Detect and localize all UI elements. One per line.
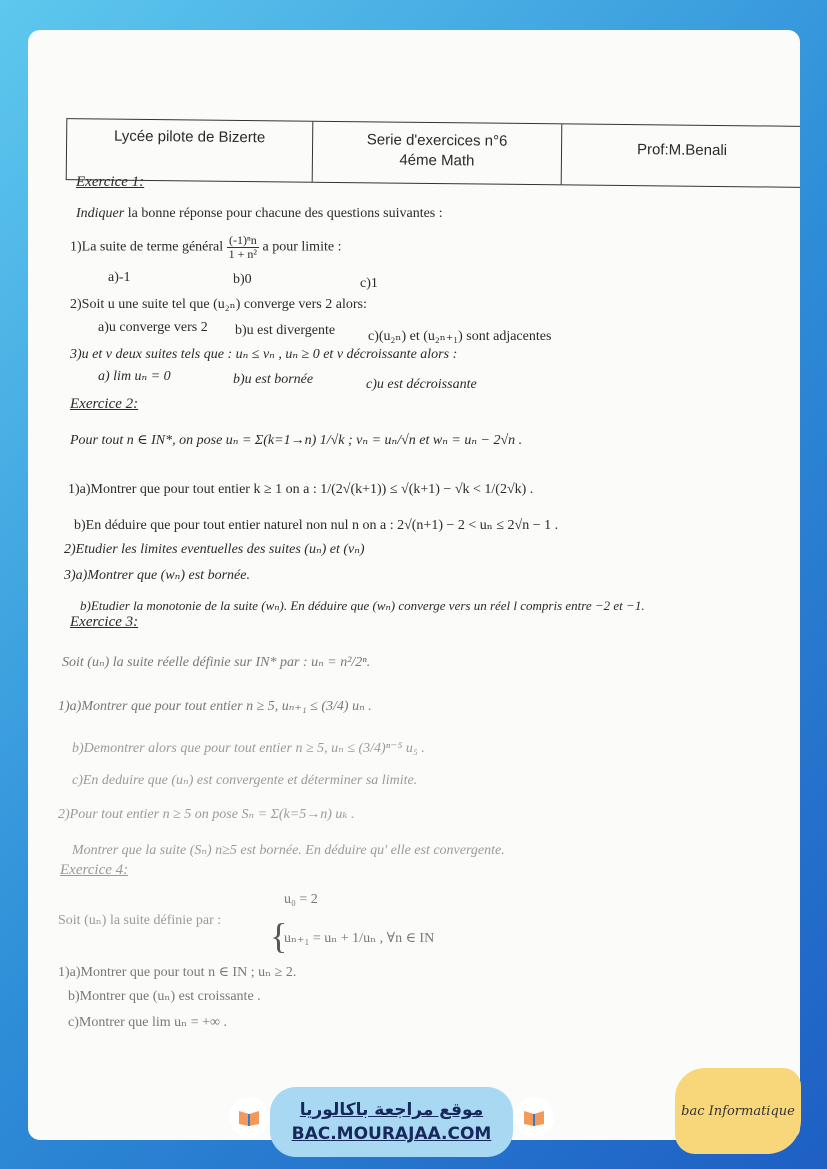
exercise-3-q2b: Montrer que la suite (Sₙ) n≥5 est bornée. En déduire qu' elle est convergente. — [72, 843, 505, 858]
teacher-name: Prof:M.Benali — [636, 141, 728, 160]
exercise-3-q1c: c)En deduire que (uₙ) est convergente et déterminer sa limite. — [72, 773, 418, 788]
header-table — [66, 118, 800, 188]
exercise-2-q1b: b)En déduire que pour tout entier naturel non nul n on a : 2√(n+1) − 2 < uₙ ≤ 2√n − 1 . — [74, 518, 559, 533]
question-1-end: a pour limite : — [262, 239, 342, 255]
system-line-1: u₀ = 2 — [284, 892, 318, 907]
intro-verb: Indiquer — [76, 206, 125, 221]
worksheet-page — [28, 30, 800, 1140]
exercise-2-title: Exercice 2: — [70, 396, 139, 412]
q2-option-a: a)u converge vers 2 — [98, 320, 208, 335]
exercise-1-title: Exercice 1: — [76, 174, 145, 190]
q2-option-c: c)(u₂ₙ) et (u₂ₙ₊₁) sont adjacentes — [368, 329, 552, 344]
exercise-4-q1a: 1)a)Montrer que pour tout n ∈ IN ; uₙ ≥ 2. — [58, 965, 297, 980]
series-title: Serie d'exercices n°6 — [366, 131, 508, 150]
system-line-2: uₙ₊₁ = uₙ + 1/uₙ , ∀n ∈ IN — [284, 931, 435, 946]
q3-option-c: c)u est décroissante — [366, 377, 477, 392]
series-cell — [313, 122, 563, 185]
exercise-1-intro — [76, 206, 443, 222]
exercise-3-definition: Soit (uₙ) la suite réelle définie sur IN* par : uₙ = n²/2ⁿ. — [62, 655, 371, 670]
exercise-4-definition: Soit (uₙ) la suite définie par : — [58, 913, 222, 928]
q3-option-b: b)u est bornée — [233, 372, 314, 387]
exercise-3-q2: 2)Pour tout entier n ≥ 5 on pose Sₙ = Σ(k=5→n) uₖ . — [58, 807, 355, 822]
intro-text: la bonne réponse pour chacune des questions suivantes : — [127, 206, 443, 221]
bac-informatique-badge: bac Informatique — [675, 1068, 801, 1154]
fraction-numerator: (-1)ⁿn — [227, 234, 259, 248]
class-name: 4éme Math — [399, 151, 475, 170]
exercise-3-title: Exercice 3: — [70, 614, 139, 630]
question-1 — [70, 234, 341, 261]
system-brace: { — [270, 916, 288, 956]
exercise-4-q1b: b)Montrer que (uₙ) est croissante . — [68, 989, 261, 1004]
book-logo-icon-right — [514, 1097, 554, 1137]
exercise-2-q1a: 1)a)Montrer que pour tout entier k ≥ 1 on a : 1/(2√(k+1)) ≤ √(k+1) − √k < 1/(2√k) . — [68, 482, 534, 497]
q2-option-b: b)u est divergente — [235, 323, 336, 338]
exercise-3-q1b: b)Demontrer alors que pour tout entier n ≥ 5, uₙ ≤ (3/4)ⁿ⁻⁵ u₅ . — [72, 741, 425, 756]
question-1-text: 1)La suite de terme général — [70, 239, 224, 255]
watermark-arabic: موقع مراجعة باكالوريا — [299, 1100, 484, 1120]
q1-option-c: c)1 — [360, 276, 378, 291]
exercise-4-q1c: c)Montrer que lim uₙ = +∞ . — [68, 1015, 227, 1030]
exercise-2-q3b: b)Etudier la monotonie de la suite (wₙ). En déduire que (wₙ) converge vers un réel l compris entre −2 et −1. — [80, 598, 645, 613]
question-2: 2)Soit u une suite tel que (u₂ₙ) converge vers 2 alors: — [70, 297, 367, 312]
exercise-2-q3a: 3)a)Montrer que (wₙ) est bornée. — [64, 568, 250, 583]
watermark-banner[interactable] — [270, 1087, 513, 1157]
q3-option-a: a) lim uₙ = 0 — [98, 369, 171, 384]
question-3: 3)u et v deux suites tels que : uₙ ≤ vₙ , uₙ ≥ 0 et v décroissante alors : — [70, 347, 458, 362]
book-logo-icon-left — [229, 1097, 269, 1137]
question-1-fraction — [227, 234, 259, 261]
fraction-denominator: 1 + n² — [228, 247, 258, 261]
q1-option-b: b)0 — [233, 272, 252, 287]
exercise-3-q1a: 1)a)Montrer que pour tout entier n ≥ 5, uₙ₊₁ ≤ (3/4) uₙ . — [58, 699, 372, 714]
q1-option-a: a)-1 — [108, 270, 131, 285]
school-name: Lycée pilote de Bizerte — [67, 119, 314, 182]
exercise-2-q2: 2)Etudier les limites eventuelles des suites (uₙ) et (vₙ) — [64, 542, 365, 557]
exercise-4-title: Exercice 4: — [60, 862, 129, 878]
watermark-site[interactable]: BAC.MOURAJAA.COM — [291, 1124, 492, 1144]
exercise-2-definition: Pour tout n ∈ IN*, on pose uₙ = Σ(k=1→n) 1/√k ; vₙ = uₙ/√n et wₙ = uₙ − 2√n . — [70, 433, 523, 448]
